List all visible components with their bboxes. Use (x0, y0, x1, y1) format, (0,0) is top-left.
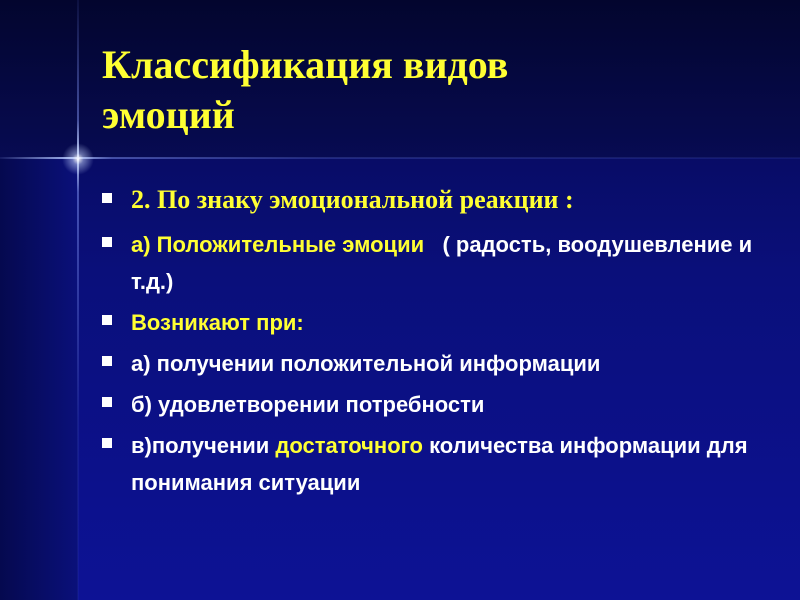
bullet-text: 2. По знаку эмоциональной реакции : (131, 185, 574, 214)
slide-title-line-1: Классификация видов (102, 42, 509, 87)
bullet-square-icon (102, 356, 112, 366)
slide-title (102, 40, 742, 140)
sparkle-vertical-line (77, 0, 79, 600)
bullet-list (100, 180, 780, 501)
bullet-text: в)получении (131, 433, 276, 458)
bullet-item-need-satisfaction (100, 386, 780, 423)
bullet-item-positive-emotions (100, 226, 780, 300)
bullet-square-icon (102, 237, 112, 247)
bullet-text: количества информации для понимания ситуации (131, 433, 754, 495)
bullet-square-icon (102, 397, 112, 407)
bullet-item-positive-information (100, 345, 780, 382)
bullet-text-highlight: а) Положительные эмоции (131, 232, 425, 257)
bullet-text-highlight: достаточного (275, 433, 423, 458)
bullet-item-sufficient-information (100, 427, 780, 501)
slide-title-line-2: эмоций (102, 92, 235, 137)
bullet-square-icon (102, 315, 112, 325)
sparkle-star-icon (62, 143, 94, 175)
bullet-text: б) удовлетворении потребности (131, 392, 485, 417)
bullet-square-icon (102, 438, 112, 448)
left-background-band (0, 158, 78, 600)
bullet-text: а) получении положительной информации (131, 351, 601, 376)
bullet-square-icon (102, 193, 112, 203)
bullet-text-highlight: Возникают при: (131, 310, 304, 335)
bullet-item-arise-when (100, 304, 780, 341)
bullet-text: ( радость, воодушевление и т.д.) (131, 232, 759, 294)
sparkle-horizontal-line (0, 157, 800, 159)
bullet-item-sign-of-reaction (100, 180, 780, 220)
